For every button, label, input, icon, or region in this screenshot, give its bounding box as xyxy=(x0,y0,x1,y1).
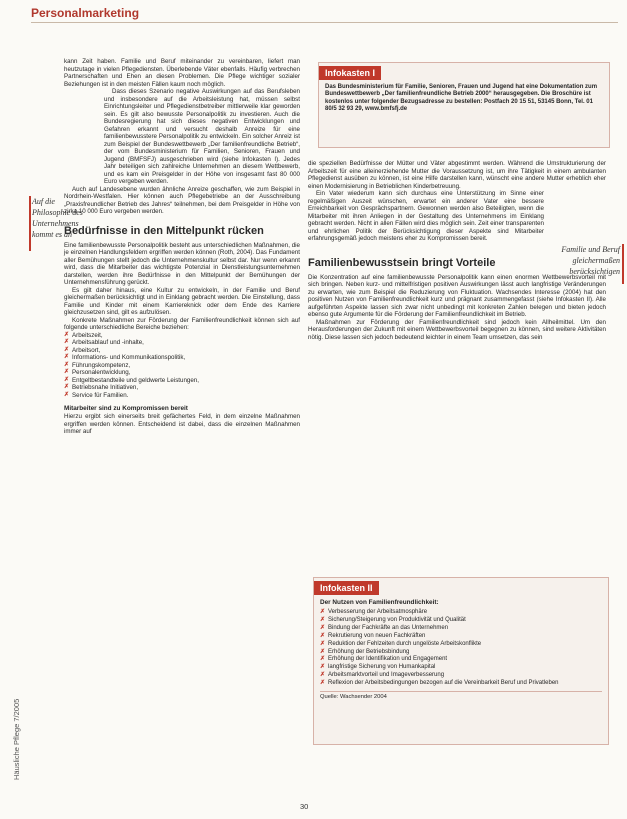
list-item: ✗ Arbeitsablauf und -inhalte, xyxy=(64,339,300,347)
list-item: ✗ Reduktion der Fehlzeiten durch ungelöste Arbeitskonflikte xyxy=(320,641,602,648)
list-item: ✗ Service für Familien. xyxy=(64,392,300,400)
col1-paragraph-5: Es gilt daher hinaus, eine Kultur zu entwickeln, in der Familie und Beruf gleichermaßen berücksichtigt und in Einklang gebracht werden. Die Einstellung, dass Familie und Kinder mit einem Karriereknick oder dem Ende des Karriere gleichzusetzen sind, gilt es aufzulösen. xyxy=(64,286,300,316)
pull-quote-left-text: Auf die Philosophie des Unternehmens kommt es an xyxy=(32,197,83,239)
infobox-2-subtitle: Der Nutzen von Familienfreundlichkeit: xyxy=(320,599,439,606)
journal-side-label: Häusliche Pflege 7/2005 xyxy=(12,698,21,780)
list-item: ✗ Verbesserung der Arbeitsatmosphäre xyxy=(320,609,602,616)
column-left xyxy=(64,58,300,436)
col2-heading: Familienbewusstsein bringt Vorteile xyxy=(308,256,496,269)
col1-paragraph-2: Dass dieses Szenario negative Auswirkungen auf das Berufsleben und insbesondere auf die Arbeitsleistung hat, müssen selbst Einrichtungsleiter und Pflegedienstbetreiber mittlerweile klar geworden sein. Es gilt also bewusste Personalpolitik zu investieren. Auch die Bundesregierung hat sich dieses negativen Entwicklungen und Gefahren erkannt und versucht deshalb Anreize für eine familienbewusstere Personalpolitik zu entwickeln. Ein solcher Anreiz ist zum Beispiel der Bundeswettbewerb „Der familienfreundliche Betrieb“, der vom Bundesministerium für Familien, Senioren, Frauen und Jugend (BMFSFJ) ausgeschrieben wird (siehe Infokasten I). Jedes Jahr beteiligen sich zahlreiche Unternehmen an diesem Wettbewerb, und es kam ein Preisgelder in der Höhe von insgesamt fast 80 000 Euro vergeben werden. xyxy=(104,88,300,185)
col1-paragraph-4: Eine familienbewusste Personalpolitik besteht aus unterschiedlichen Maßnahmen, die je einzelnen Handlungsfeldern ergriffen werden können (Roth, 2004). Das Fundament aller Bemühungen stellt jedoch die Unternehmenskultur selbst dar. Nur wenn erkannt wird, dass die Mitarbeiter das wichtigste Potenzial in Dienstleistungsunternehmen darstellen, werden ihre Bedürfnisse in den Mittelpunkt der Bemühungen der Unternehmensführung gerückt. xyxy=(64,241,300,286)
list-item: ✗ Sicherung/Steigerung von Produktivität und Qualität xyxy=(320,617,602,624)
list-item: ✗ Entgeltbestandteile und geldwerte Leistungen, xyxy=(64,377,300,385)
list-item: ✗ Arbeitsort, xyxy=(64,347,300,355)
header-rule xyxy=(31,22,618,23)
pull-quote-right-text: Familie und Beruf gleichermaßen berücksichtigen xyxy=(561,245,620,276)
infobox-1-title: Infokasten I xyxy=(319,66,381,80)
col1-paragraph-3: Auch auf Landesebene wurden ähnliche Anreize geschaffen, wie zum Beispiel in Nordrhein-Westfalen. Hier können auch Pflegebetriebe an der Ausschreibung „Praxisfreundlicher Betrieb des Jahres“ teilnehmen, bei dem Preisgelder in Höhe von zirka 10 000 Euro vergeben werden. xyxy=(64,185,300,215)
page-number: 30 xyxy=(300,802,309,811)
infobox-2-title: Infokasten II xyxy=(314,581,379,595)
infobox-2-source: Quelle: Wachsender 2004 xyxy=(320,691,602,701)
col1-heading: Bedürfnisse in den Mittelpunkt rücken xyxy=(64,224,264,237)
list-item: ✗ Informations- und Kommunikationspolitik, xyxy=(64,354,300,362)
infobox-1-body: Das Bundesministerium für Familie, Senioren, Frauen und Jugend hat eine Dokumentation zum Bundeswettbewerb „Der familienfreundliche Betrieb 2000“ herausgegeben. Die Broschüre ist kostenlos unter folgender Bezugsadresse zu bestellen: Postfach 20 15 51, 53145 Bonn, Tel. 01 80/5 32 93 29, www.bmfsfj.de xyxy=(325,84,598,113)
list-item: ✗ Rekrutierung von neuen Fachkräften xyxy=(320,633,602,640)
col1-subheading: Mitarbeiter sind zu Kompromissen bereit xyxy=(64,405,188,412)
list-item: ✗ Arbeitszeit, xyxy=(64,332,300,340)
list-item: ✗ Erhöhung der Identifikation und Engagement xyxy=(320,656,602,663)
col2-paragraph-4: Maßnahmen zur Förderung der Familienfreundlichkeit sind jedoch kein Allheilmittel. Um den Herausforderungen der Zukunft mit einem Wettbewerbsvorteil begegnen zu können, sind weitere Aktivitäten nötig. Diese lassen sich jedoch bedeutend leichter in einem Team umsetzen, das sein xyxy=(308,318,606,341)
list-item: ✗ Reflexion der Arbeitsbedingungen bezogen auf die Vereinbarkeit Beruf und Privatleben xyxy=(320,680,602,687)
list-item: ✗ Bindung der Fachkräfte an das Unternehmen xyxy=(320,625,602,632)
col1-paragraph-7: Hierzu ergibt sich einerseits breit gefächertes Feld, in dem einzelne Maßnahmen ergriffen werden können. Entscheidend ist dabei, dass die einzelnen Maßnahmen immer auf xyxy=(64,413,300,435)
quote-bar xyxy=(622,244,624,284)
benefits-list xyxy=(320,609,602,688)
pull-quote-left xyxy=(32,196,92,240)
list-item: ✗ Personalentwicklung, xyxy=(64,369,300,377)
infobox-2 xyxy=(313,577,609,745)
col1-paragraph-6: Konkrete Maßnahmen zur Förderung der Familienfreundlichkeit können sich auf folgende unterschiedliche Bereiche beziehen: xyxy=(64,316,300,331)
col1-paragraph-1: kann Zeit haben. Familie und Beruf miteinander zu vereinbaren, liefert man heutzutage in vielen Pflegediensten. Überlebende Väter ebenfalls. Häufig verbrechen Partnerschaften und Ehen an diesen Problemen. Die Pflege wichtiger sozialer Beziehungen ist in den meisten Fällen kaum noch möglich. xyxy=(64,58,300,88)
col2-paragraph-2: Ein Vater wiederum kann sich durchaus eine Unterstützung im Sinne einer regelmäßigen Auszeit wünschen, erwartet ein anderer Vater eine bessere Erreichbarkeit von Gesprächspartnern. Gewonnen werden also Beteiligten, wenn die Mitarbeiter mit ihren Anliegen in der Gestaltung des Unternehmens im Einklang gebracht werden. Nicht in allen Fällen wird dies möglich sein. Zeit einer transparenten und ehrlichen Politik der Berücksichtigung dieser Aspekte sind Mitarbeiter erfahrungsgemäß jedoch meistens eher zu Kompromissen bereit. xyxy=(308,190,544,242)
col2-paragraph-3: Die Konzentration auf eine familienbewusste Personalpolitik kann einen enormen Wettbewerbsvorteil mit sich bringen. Neben kurz- und mittelfristigen positiven Auswirkungen lässt auch langfristige Veränderungen zu erwarten, wie zum Beispiel die Reduzierung von Fluktuation. Wachsendes Interesse (2004) hat den positiven Nutzen von Familienfreundlichkeit kurz und prägnant zusammengefasst (siehe Infokasten II). Alle aufgeführten Aspekte lassen sich zwar nicht unbedingt mit konkreten Zahlen belegen und bieten jedoch ebenso gute Argumente für die Förderung der Familienfreundlichkeit im Betrieb. xyxy=(308,273,606,318)
infobox-2-body xyxy=(314,596,608,704)
col2-paragraph-1: die speziellen Bedürfnisse der Mütter und Väter abgestimmt werden. Während die Umstrukturierung der Arbeitszeit für eine alleinerziehende Mutter die Voraussetzung ist, um ihre Tätigkeit in einem ambulanten Pflegedienst ausüben zu können, ist eine Hilfe darstellen kann, wünscht eine andere Mutter erheblich eher einen Modernisierung in Betrieblichen Kinderbetreuung. xyxy=(308,160,606,190)
measures-list xyxy=(64,332,300,400)
infobox-1 xyxy=(318,62,610,148)
list-item: ✗ Betriebsnahe Initiativen, xyxy=(64,384,300,392)
quote-bar xyxy=(29,196,31,251)
list-item: ✗ Erhöhung der Betriebsbindung xyxy=(320,649,602,656)
list-item: ✗ Arbeitsmarktvorteil und Imageverbesserung xyxy=(320,672,602,679)
pull-quote-right xyxy=(556,244,620,277)
list-item: ✗ Führungskompetenz, xyxy=(64,362,300,370)
list-item: ✗ langfristige Sicherung von Humankapital xyxy=(320,664,602,671)
section-header: Personalmarketing xyxy=(31,6,140,20)
